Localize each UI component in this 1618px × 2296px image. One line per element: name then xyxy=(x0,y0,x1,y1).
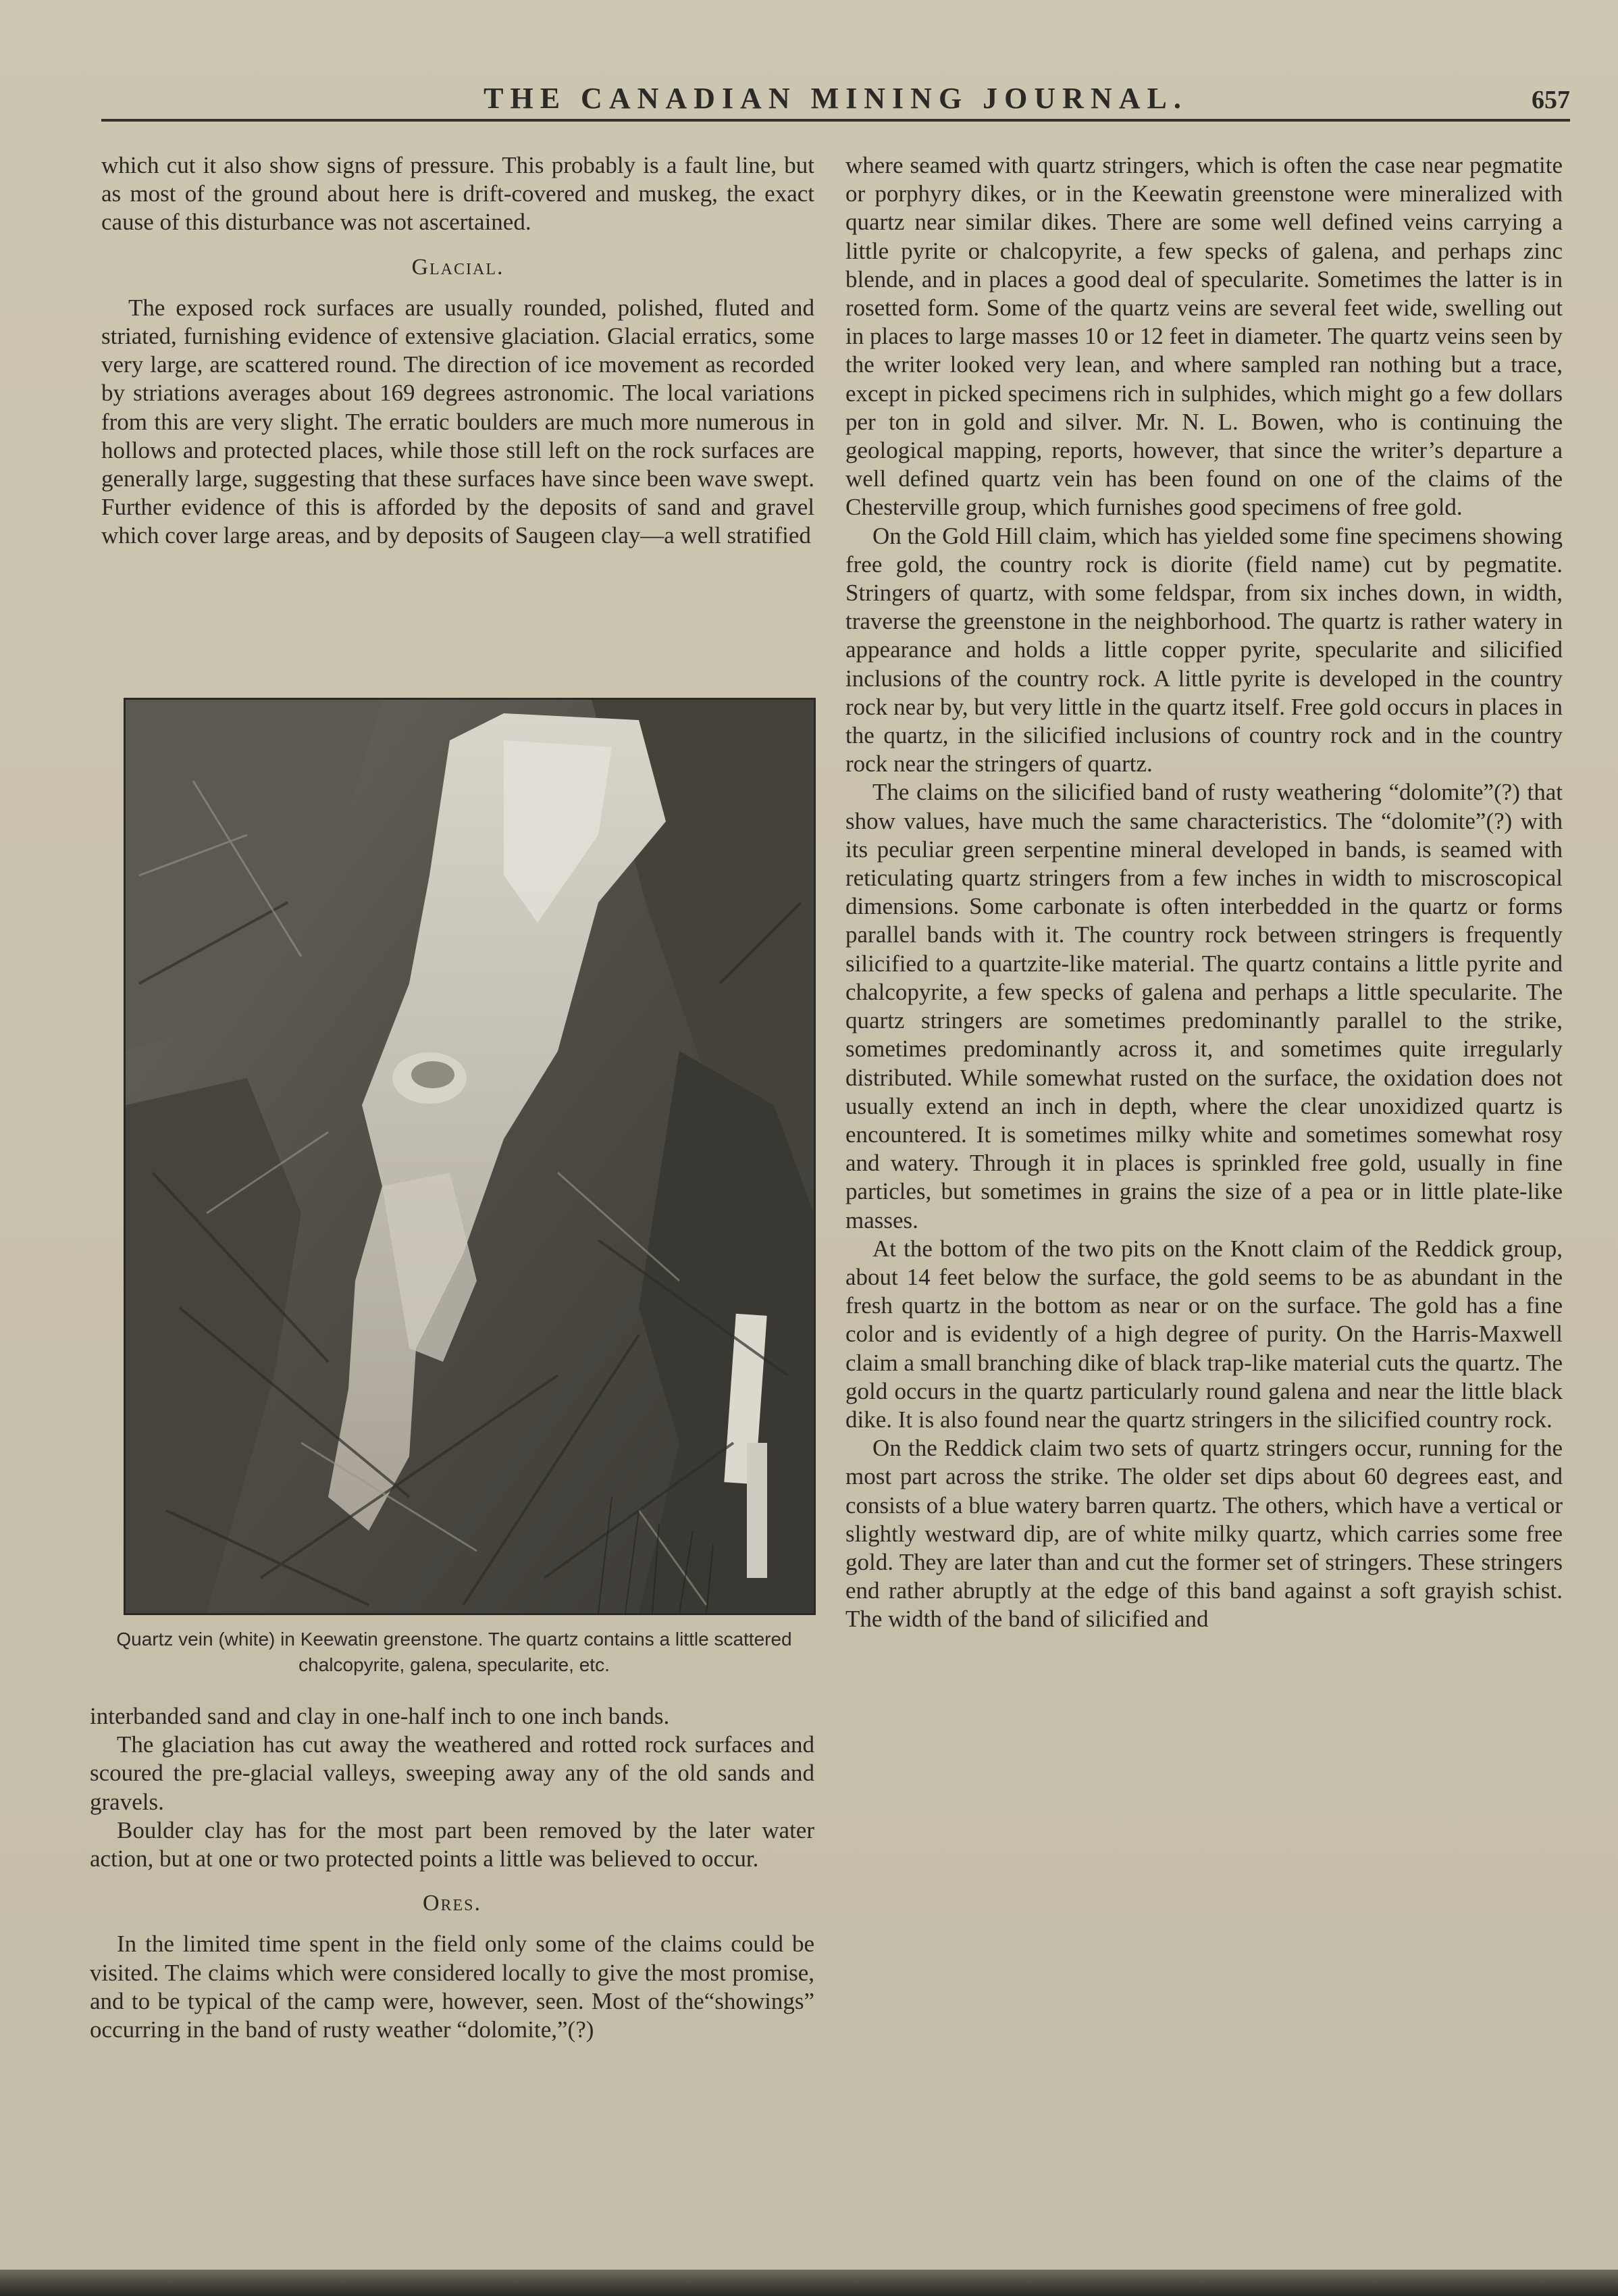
paragraph: In the limited time spent in the field only some of the claims could be visited. The claims which were considered locally to give the most promise, and to be typical of the camp were, however, seen. Most of the“showings” occurring in the band of rusty weather “dolomite,”(?) xyxy=(90,1931,814,2043)
paragraph: which cut it also show signs of pressure. This probably is a fault line, but as most of the ground about here is drift-covered and muskeg, the exact cause of this disturbance was not ascertained. xyxy=(101,152,814,236)
page-number: 657 xyxy=(1532,86,1570,114)
paragraph: interbanded sand and clay in one-half inch to one inch bands. xyxy=(90,1703,670,1729)
figure-caption: Quartz vein (white) in Keewatin greenstone. The quartz contains a little scattered chalcopyrite, galena, specularite, etc. xyxy=(116,1629,792,1675)
journal-title: THE CANADIAN MINING JOURNAL. xyxy=(484,82,1188,115)
left-column-top xyxy=(101,151,814,551)
header-rule xyxy=(101,119,1570,122)
page-header xyxy=(101,76,1570,123)
paragraph: On the Reddick claim two sets of quartz stringers occur, running for the most part across the strike. The older set dips about 60 degrees east, and consists of a blue watery barren quartz. The others, which have a vertical or slightly westward dip, are of white milky quartz, which carries some free gold. They are later than and cut the former set of stringers. These stringers end rather abruptly at the edge of this band against a soft grayish schist. The width of the band of silicified and xyxy=(845,1435,1563,1633)
paragraph: The glaciation has cut away the weathered and rotted rock surfaces and scoured the pre-glacial valleys, sweeping away any of the old sands and gravels. xyxy=(90,1731,814,1815)
paragraph: The claims on the silicified band of rusty weathering “dolomite”(?) that show values, have much the same characteristics. The “dolomite”(?) with its peculiar green serpentine mineral developed in bands, is seamed with reticulating quartz stringers from a few inches in width to miscroscopical dimensions. Some carbonate is often interbedded in the quartz or forms parallel bands with it. The country rock between stringers is frequently silicified to a quartzite-like material. The quartz contains a little pyrite and chalcopyrite, a few specks of galena and perhaps a little specularite. The quartz stringers are sometimes predominantly parallel to the strike, sometimes predominantly across it, and sometimes quite irregularly distributed. While somewhat rusted on the surface, the oxidation does not usually extend an inch in depth, where the clear unoxidized quartz is encountered. It is sometimes milky white and sometimes somewhat rosy and watery. Through it in places is sprinkled free gold, usually in fine particles, but sometimes in grains the size of a pea or in little plate-like masses. xyxy=(845,779,1563,1233)
paragraph: On the Gold Hill claim, which has yielded some fine specimens showing free gold, the country rock is diorite (field name) cut by pegmatite. Stringers of quartz, with some feldspar, from six inches down, in width, traverse the greenstone in the neighborhood. The quartz is rather watery in appearance and holds a little copper pyrite, specularite and silicified inclusions of the country rock. A little pyrite is developed in the country rock near by, but very little in the quartz itself. Free gold occurs in places in the quartz, in the silicified inclusions of country rock and in the country rock near the stringers of quartz. xyxy=(845,522,1563,777)
paragraph: The exposed rock surfaces are usually rounded, polished, fluted and striated, furnishing evidence of extensive glaciation. Glacial erratics, some very large, are scattered round. The direction of ice movement as recorded by striations averages about 169 degrees astronomic. The local variations from this are very slight. The erratic boulders are much more numerous in hollows and protected places, while those still left on the rock surfaces are generally large, suggesting that these surfaces have since been wave swept. Further evidence of this is afforded by the deposits of sand and gravel which cover large areas, and by deposits of Saugeen clay—a well stratified xyxy=(101,294,814,549)
page-edge-shadow xyxy=(0,2270,1618,2296)
paragraph: Boulder clay has for the most part been removed by the later water action, but at one or two protected points a little was believed to occur. xyxy=(90,1816,814,1872)
paragraph: At the bottom of the two pits on the Knott claim of the Reddick group, about 14 feet below the surface, the gold seems to be as abundant in the fresh quartz in the bottom as near or on the surface. The gold has a fine color and is evidently of a high degree of purity. On the Harris-Maxwell claim a small branching dike of black trap-like material cuts the quartz. The gold occurs in the quartz particularly round galena and near the little black dike. It is also found near the quartz stringers in the silicified country rock. xyxy=(845,1235,1563,1433)
left-column-bottom xyxy=(90,1702,814,2044)
quartz-vein-photograph xyxy=(124,698,816,1615)
section-heading-ores: Ores. xyxy=(422,1891,482,1916)
paragraph: where seamed with quartz stringers, which is often the case near pegmatite or porphyry dikes, or in the Keewatin greenstone were mineralized with quartz near similar dikes. There are some well defined veins carrying a little pyrite or chalcopyrite, a few specks of galena, and perhaps zinc blende, and in places a good deal of specularite. Sometimes the latter is in rosetted form. Some of the quartz veins are several feet wide, swelling out in places to large masses 10 or 12 feet in diameter. The quartz veins seen by the writer looked very lean, and where sampled ran nothing but a trace, except in picked specimens rich in sulphides, which might go a few dollars per ton in gold and silver. Mr. N. L. Bowen, who is continuing the geological mapping, reports, however, that since the writer’s departure a well defined quartz vein has been found on one of the claims of the Chesterville group, which furnishes good specimens of free gold. xyxy=(845,152,1563,521)
section-heading-glacial: Glacial. xyxy=(411,254,504,280)
right-column xyxy=(845,151,1563,1634)
